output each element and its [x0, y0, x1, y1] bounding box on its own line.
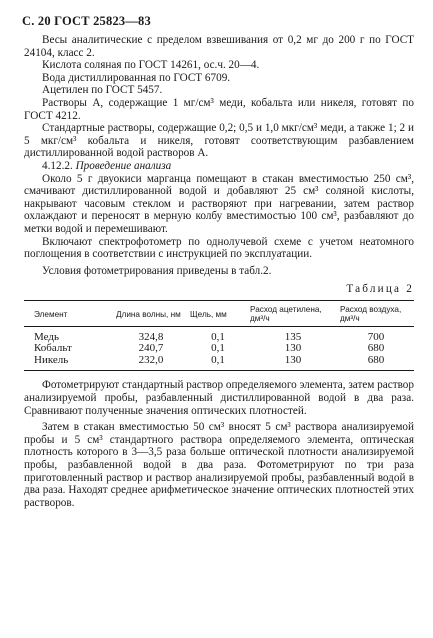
header-slit: Щель, мм — [188, 300, 248, 326]
table-row — [24, 355, 414, 371]
cell-acetylene: 135 — [284, 330, 302, 343]
cell-acetylene: 130 — [248, 355, 338, 371]
table-header-row — [24, 300, 414, 326]
paragraph-acetylene: Ацетилен по ГОСТ 5457. — [42, 84, 163, 97]
paragraph-photometry: Фотометрируют стандартный раствор определяемого элемента, затем раствор анализируемой пробы, разбавленный дистиллированной водой в два раза. Сравнивают полученные значения оптических плотностей. — [24, 379, 414, 417]
paragraph-dissolution: Около 5 г двуокиси марганца помещают в стакан вместимостью 250 см³, смачивают дистиллированной водой и добавляют 25 см³ соляной кислоты, накрывают часовым стеклом и растворяют при нагревании, затем раствор охлаждают и переносят в мерную колбу вместимостью 100 см³, разбавляют до метки водой и перемешивают. — [24, 172, 414, 235]
cell-element: Кобальт — [34, 342, 72, 355]
paragraph-scales: Весы аналитические с пределом взвешивания от 0,2 мг до 200 г по ГОСТ 24104, класс 2. — [24, 34, 414, 59]
table-row — [24, 326, 414, 343]
cell-element: Медь — [34, 330, 59, 343]
conditions-table — [24, 300, 414, 372]
cell-wavelength: 232,0 — [114, 355, 188, 371]
document-body — [24, 34, 414, 509]
table-caption: Таблица 2 — [346, 283, 414, 296]
paragraph-spectrophotometer: Включают спектрофотометр по однолучевой схеме с учетом неатомного поглощения в соответствии с инструкцией по эксплуатации. — [24, 235, 414, 261]
paragraph-water: Вода дистиллированная по ГОСТ 6709. — [42, 71, 231, 84]
section-title: Проведение анализа — [75, 159, 172, 172]
header-wavelength: Длина волны, нм — [114, 300, 188, 326]
paragraph-addition-method: Затем в стакан вместимостью 50 см³ вносят 5 см³ раствора анализируемой пробы и 5 см³ стандартного раствора определяемого элемента, оптическая плотность которого в 3—3,5 раза больше оптической плотности анализируемой пробы, разбавленной водой в два раза. Фотометрируют по три раза приготовленный раствор и раствор анализируемой пробы, разбавленный водой в два раза. Находят среднее арифметическое значение оптических плотностей этих растворов. — [24, 421, 414, 509]
cell-air: 680 — [338, 355, 414, 371]
paragraph-conditions: Условия фотометрирования приведены в табл.2. — [42, 264, 272, 277]
section-number: 4.12.2. — [42, 159, 73, 172]
paragraph-solutions-a: Растворы А, содержащие 1 мг/см³ меди, кобальта или никеля, готовят по ГОСТ 4212. — [24, 96, 414, 122]
section-heading — [24, 160, 414, 173]
cell-slit: 0,1 — [211, 330, 225, 343]
paragraph-standard-solutions: Стандартные растворы, содержащие 0,2; 0,5 и 1,0 мкг/см³ меди, а также 1; 2 и 5 мкг/см³ кобальта и никеля, готовят соответствующим разбавлением дистиллированной водой растворов А. — [24, 122, 414, 160]
paragraph-acid: Кислота соляная по ГОСТ 14261, ос.ч. 20—4. — [42, 59, 260, 72]
cell-acetylene: 130 — [284, 342, 302, 355]
header-element: Элемент — [24, 300, 114, 326]
header-air: Расход воздуха, дм³/ч — [338, 300, 414, 326]
cell-air: 680 — [367, 342, 385, 355]
cell-air: 700 — [367, 330, 385, 343]
cell-slit: 0,1 — [211, 342, 225, 355]
cell-slit: 0,1 — [188, 355, 248, 371]
header-acetylene: Расход ацетилена, дм³/ч — [248, 300, 338, 326]
cell-element: Никель — [24, 355, 114, 371]
cell-wavelength: 240,7 — [138, 342, 164, 355]
page-header: С. 20 ГОСТ 25823—83 — [22, 14, 151, 28]
cell-wavelength: 324,8 — [138, 330, 164, 343]
